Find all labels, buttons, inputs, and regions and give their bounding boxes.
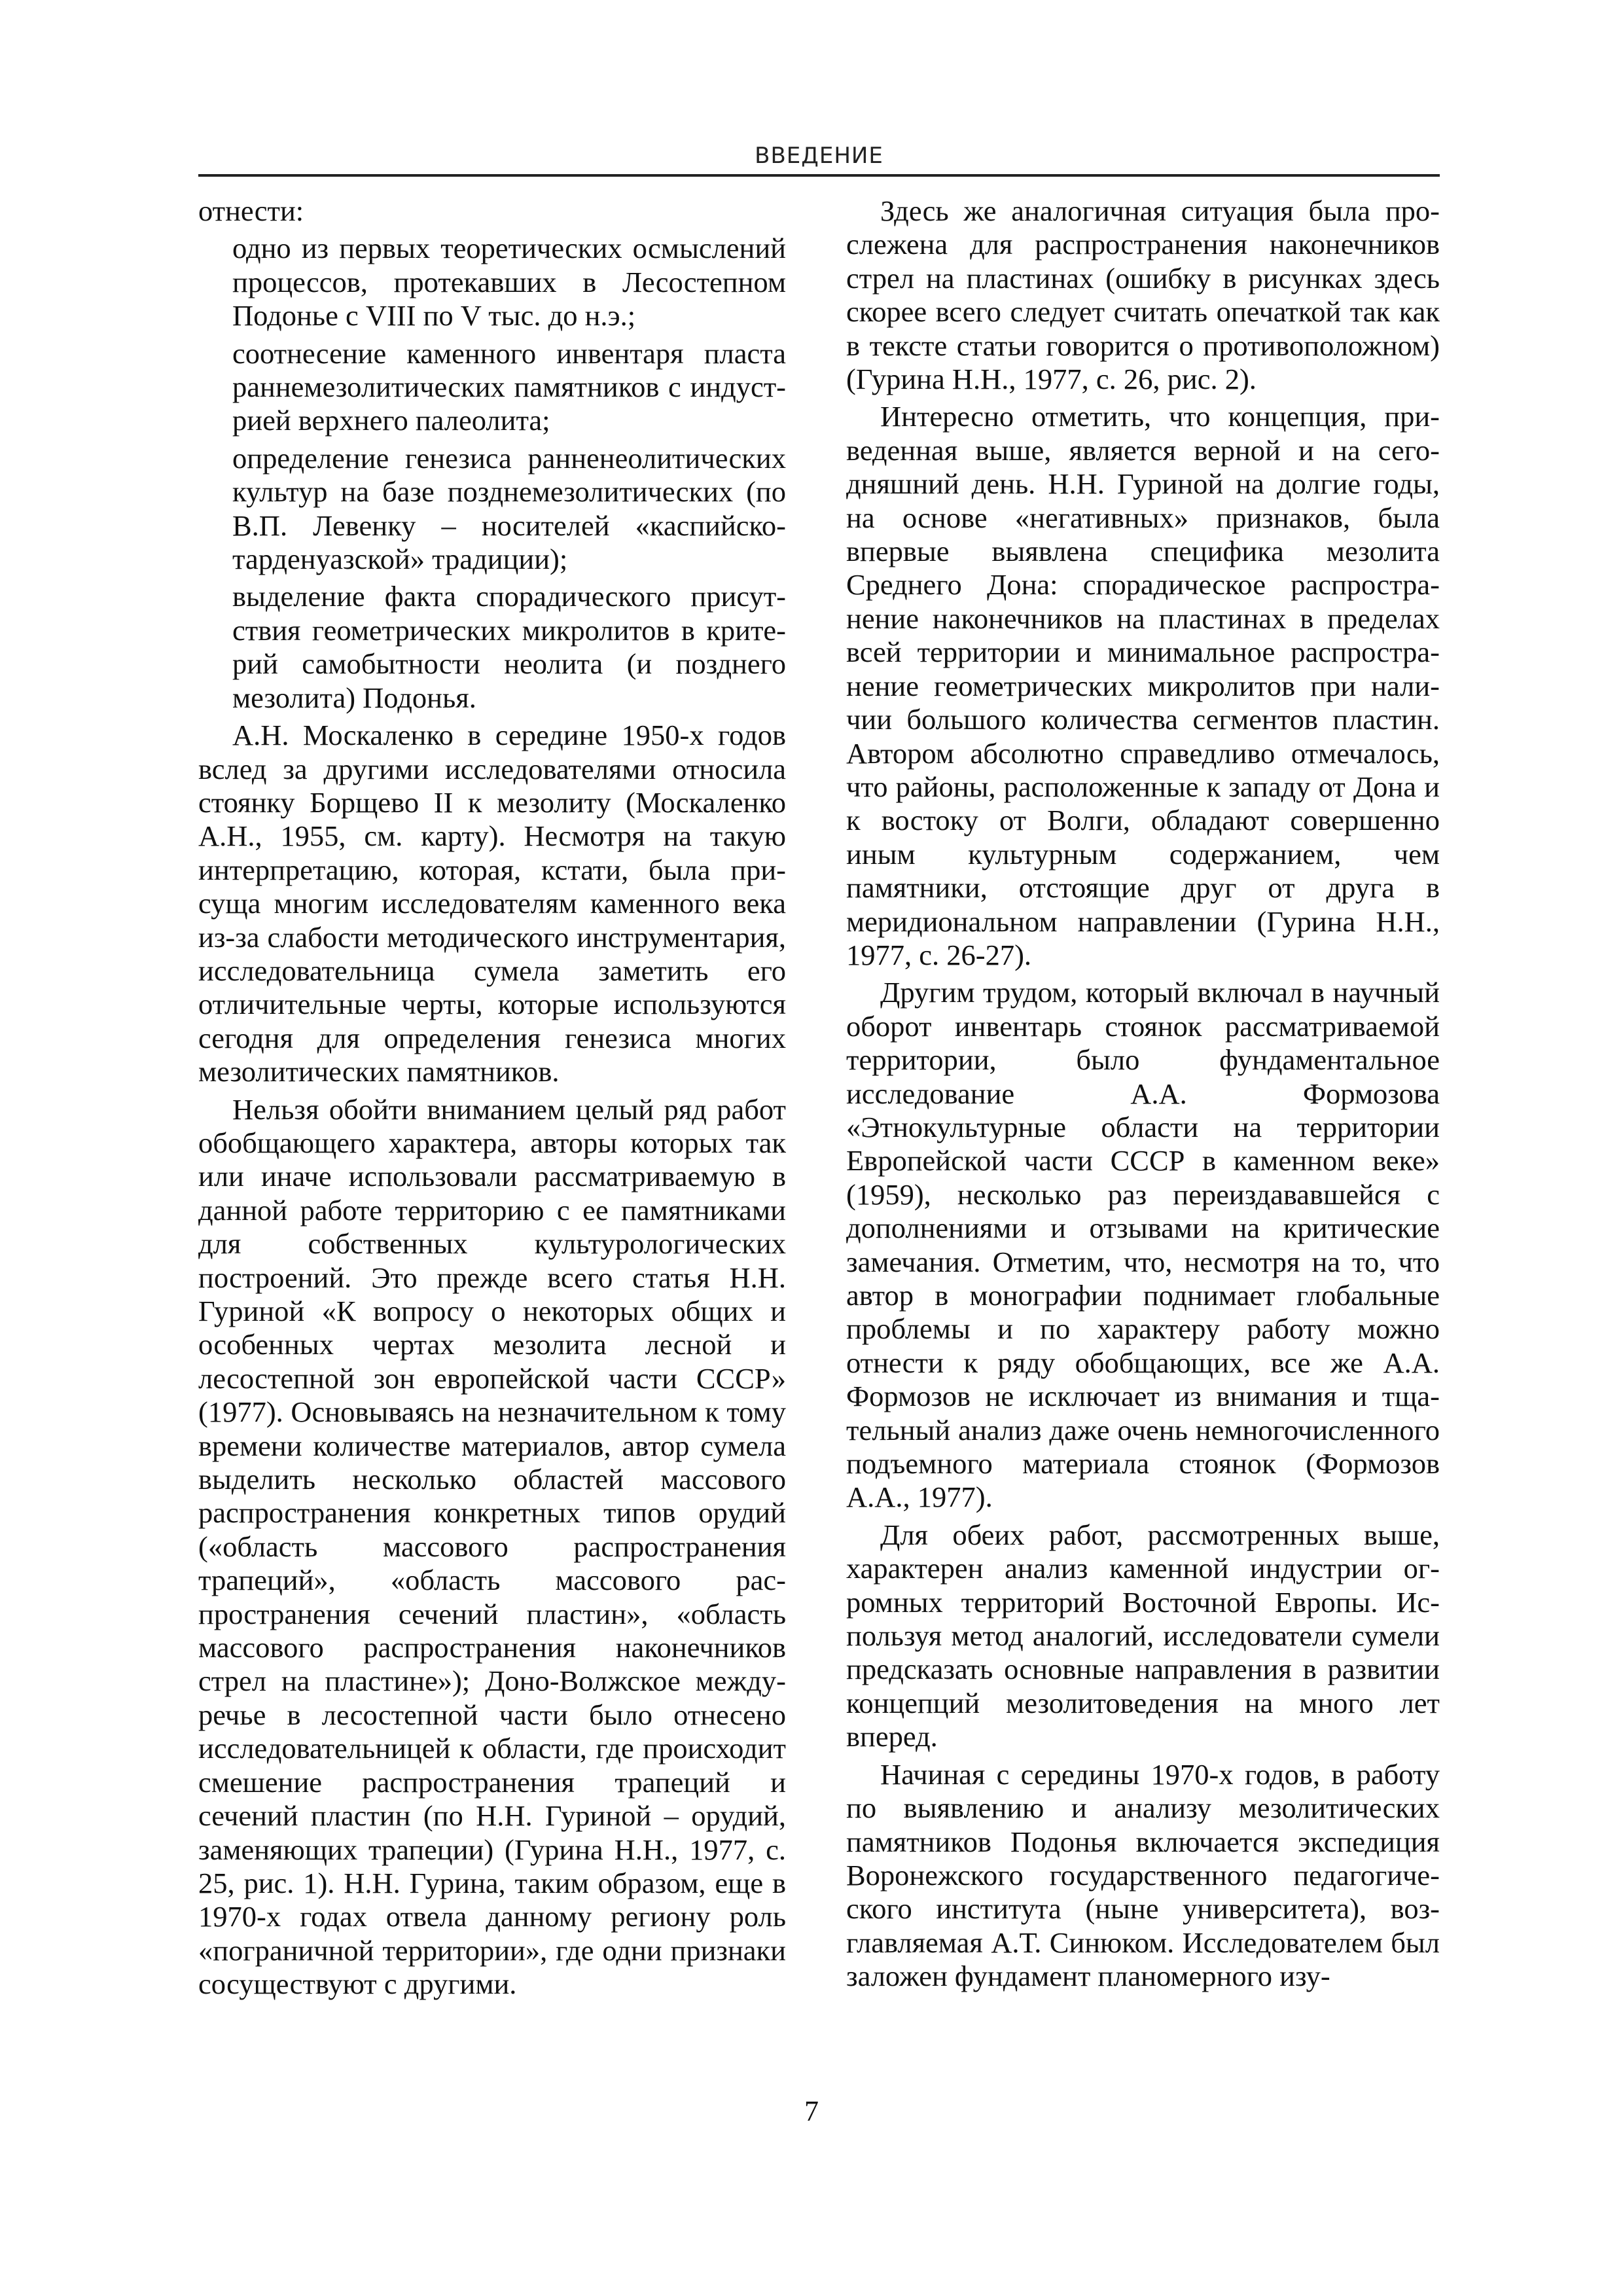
paragraph: Нельзя обойти вниманием целый ряд работ обобщающего характера, авторы которых так или иначе использовали рассматриваемую в данной работе территорию с ее памятниками для собственных культурологических построений. Это прежде всего статья Н.Н. Гуриной «К вопросу о некоторых общих и особенных чертах мезолита лесной и лесостепной зон европейской части СССР» (1977). Основываясь на незначительном к тому времени количестве материалов, автор сумела выделить несколько областей массового распространения конкретных типов орудий («область массового распространения трапеций», «область массового распространения сечений пластин», «область массового распространения наконечников стрел на пластине»); Доно-Волжское междуречье в лесостепной части было отнесено исследовательницей к области, где происходит смешение распространения трапеций и сечений пластин (по Н.Н. Гуриной – орудий, заменяющих трапеции) (Гурина Н.Н., 1977, с. 25, рис. 1). Н.Н. Гурина, таким образом, еще в 1970-х годах отвела данному региону роль «пограничной территории», где одни признаки сосуществуют с другими. (198, 1092, 786, 2001)
page-number: 7 (804, 2095, 819, 2127)
paragraph: Для обеих работ, рассмотренных выше, характерен анализ каменной индустрии огромных территорий Восточной Европы. Используя метод аналогий, исследователи сумели предсказать основные направления в развитии концепций мезолитоведения на много лет вперед. (846, 1518, 1440, 1753)
list-intro: отнести: (198, 194, 304, 227)
list-item: определение генезиса ранненеолитических культур на базе позднемезолитических (по В.П. Левенку – носителей «каспийско-тарденуазской» традиции); (232, 441, 786, 576)
running-title: ВВЕДЕНИЕ (755, 143, 883, 169)
list-item: соотнесение каменного инвентаря пласта раннемезолитических памятников с индустрией верхнего палеолита; (232, 336, 786, 437)
paragraph: Начиная с середины 1970-х годов, в работу по выявлению и анализу мезолитических памятников Подонья включается экспедиция Воронежского государственного педагогического института (ныне университета), возглавляемая А.Т. Синюком. Исследователем был заложен фундамент планомерного изу- (846, 1757, 1440, 1993)
list-item: выделение факта спорадического присутствия геометрических микролитов в критерий самобытности неолита (и позднего мезолита) Подонья. (232, 580, 786, 714)
header-rule (198, 174, 1440, 177)
paragraph: Здесь же аналогичная ситуация была прослежена для распространения наконечников стрел на пластинах (ошибку в рисунках здесь скорее всего следует считать опечаткой так как в тексте статьи говорится о противоположном) (Гурина Н.Н., 1977, с. 26, рис. 2). (846, 194, 1440, 396)
left-column (198, 194, 786, 2005)
list-item: одно из первых теоретических осмыслений процессов, протекавших в Лесостепном Подонье с VIII по V тыс. до н.э.; (232, 232, 786, 332)
paragraph: Интересно отметить, что концепция, приведенная выше, является верной и на сегодняшний день. Н.Н. Гуриной на долгие годы, на основе «негативных» признаков, была впервые выявлена специфика мезолита Среднего Дона: спорадическое распространение наконечников на пластинах в пределах всей территории и минимальное распространение геометрических микролитов при наличии большого количества сегментов пластин. Автором абсолютно справедливо отмечалось, что районы, расположенные к западу от Дона и к востоку от Волги, обладают совершенно иным культурным содержанием, чем памятники, отстоящие друг от друга в меридиональном направлении (Гурина Н.Н., 1977, с. 26-27). (846, 400, 1440, 971)
paragraph: А.Н. Москаленко в середине 1950-х годов вслед за другими исследователями относила стоянку Борщево II к мезолиту (Москаленко А.Н., 1955, см. карту). Несмотря на такую интерпретацию, которая, кстати, была присуща многим исследователям каменного века из-за слабости методического инструментария, исследовательница сумела заметить его отличительные черты, которые используются сегодня для определения генезиса многих мезолитических памятников. (198, 719, 786, 1088)
paragraph: Другим трудом, который включал в научный оборот инвентарь стоянок рассматриваемой территории, было фундаментальное исследование А.А. Формозова «Этнокультурные области на территории Европейской части СССР в каменном веке» (1959), несколько раз переиздававшейся с дополнениями и отзывами на критические замечания. Отметим, что, несмотря на то, что автор в монографии поднимает глобальные проблемы и по характеру работу можно отнести к ряду обобщающих, все же А.А. Формозов не исключает из внимания и тщательный анализ даже очень немногочисленного подъемного материала стоянок (Формозов А.А., 1977). (846, 976, 1440, 1514)
right-column (846, 194, 1440, 1998)
